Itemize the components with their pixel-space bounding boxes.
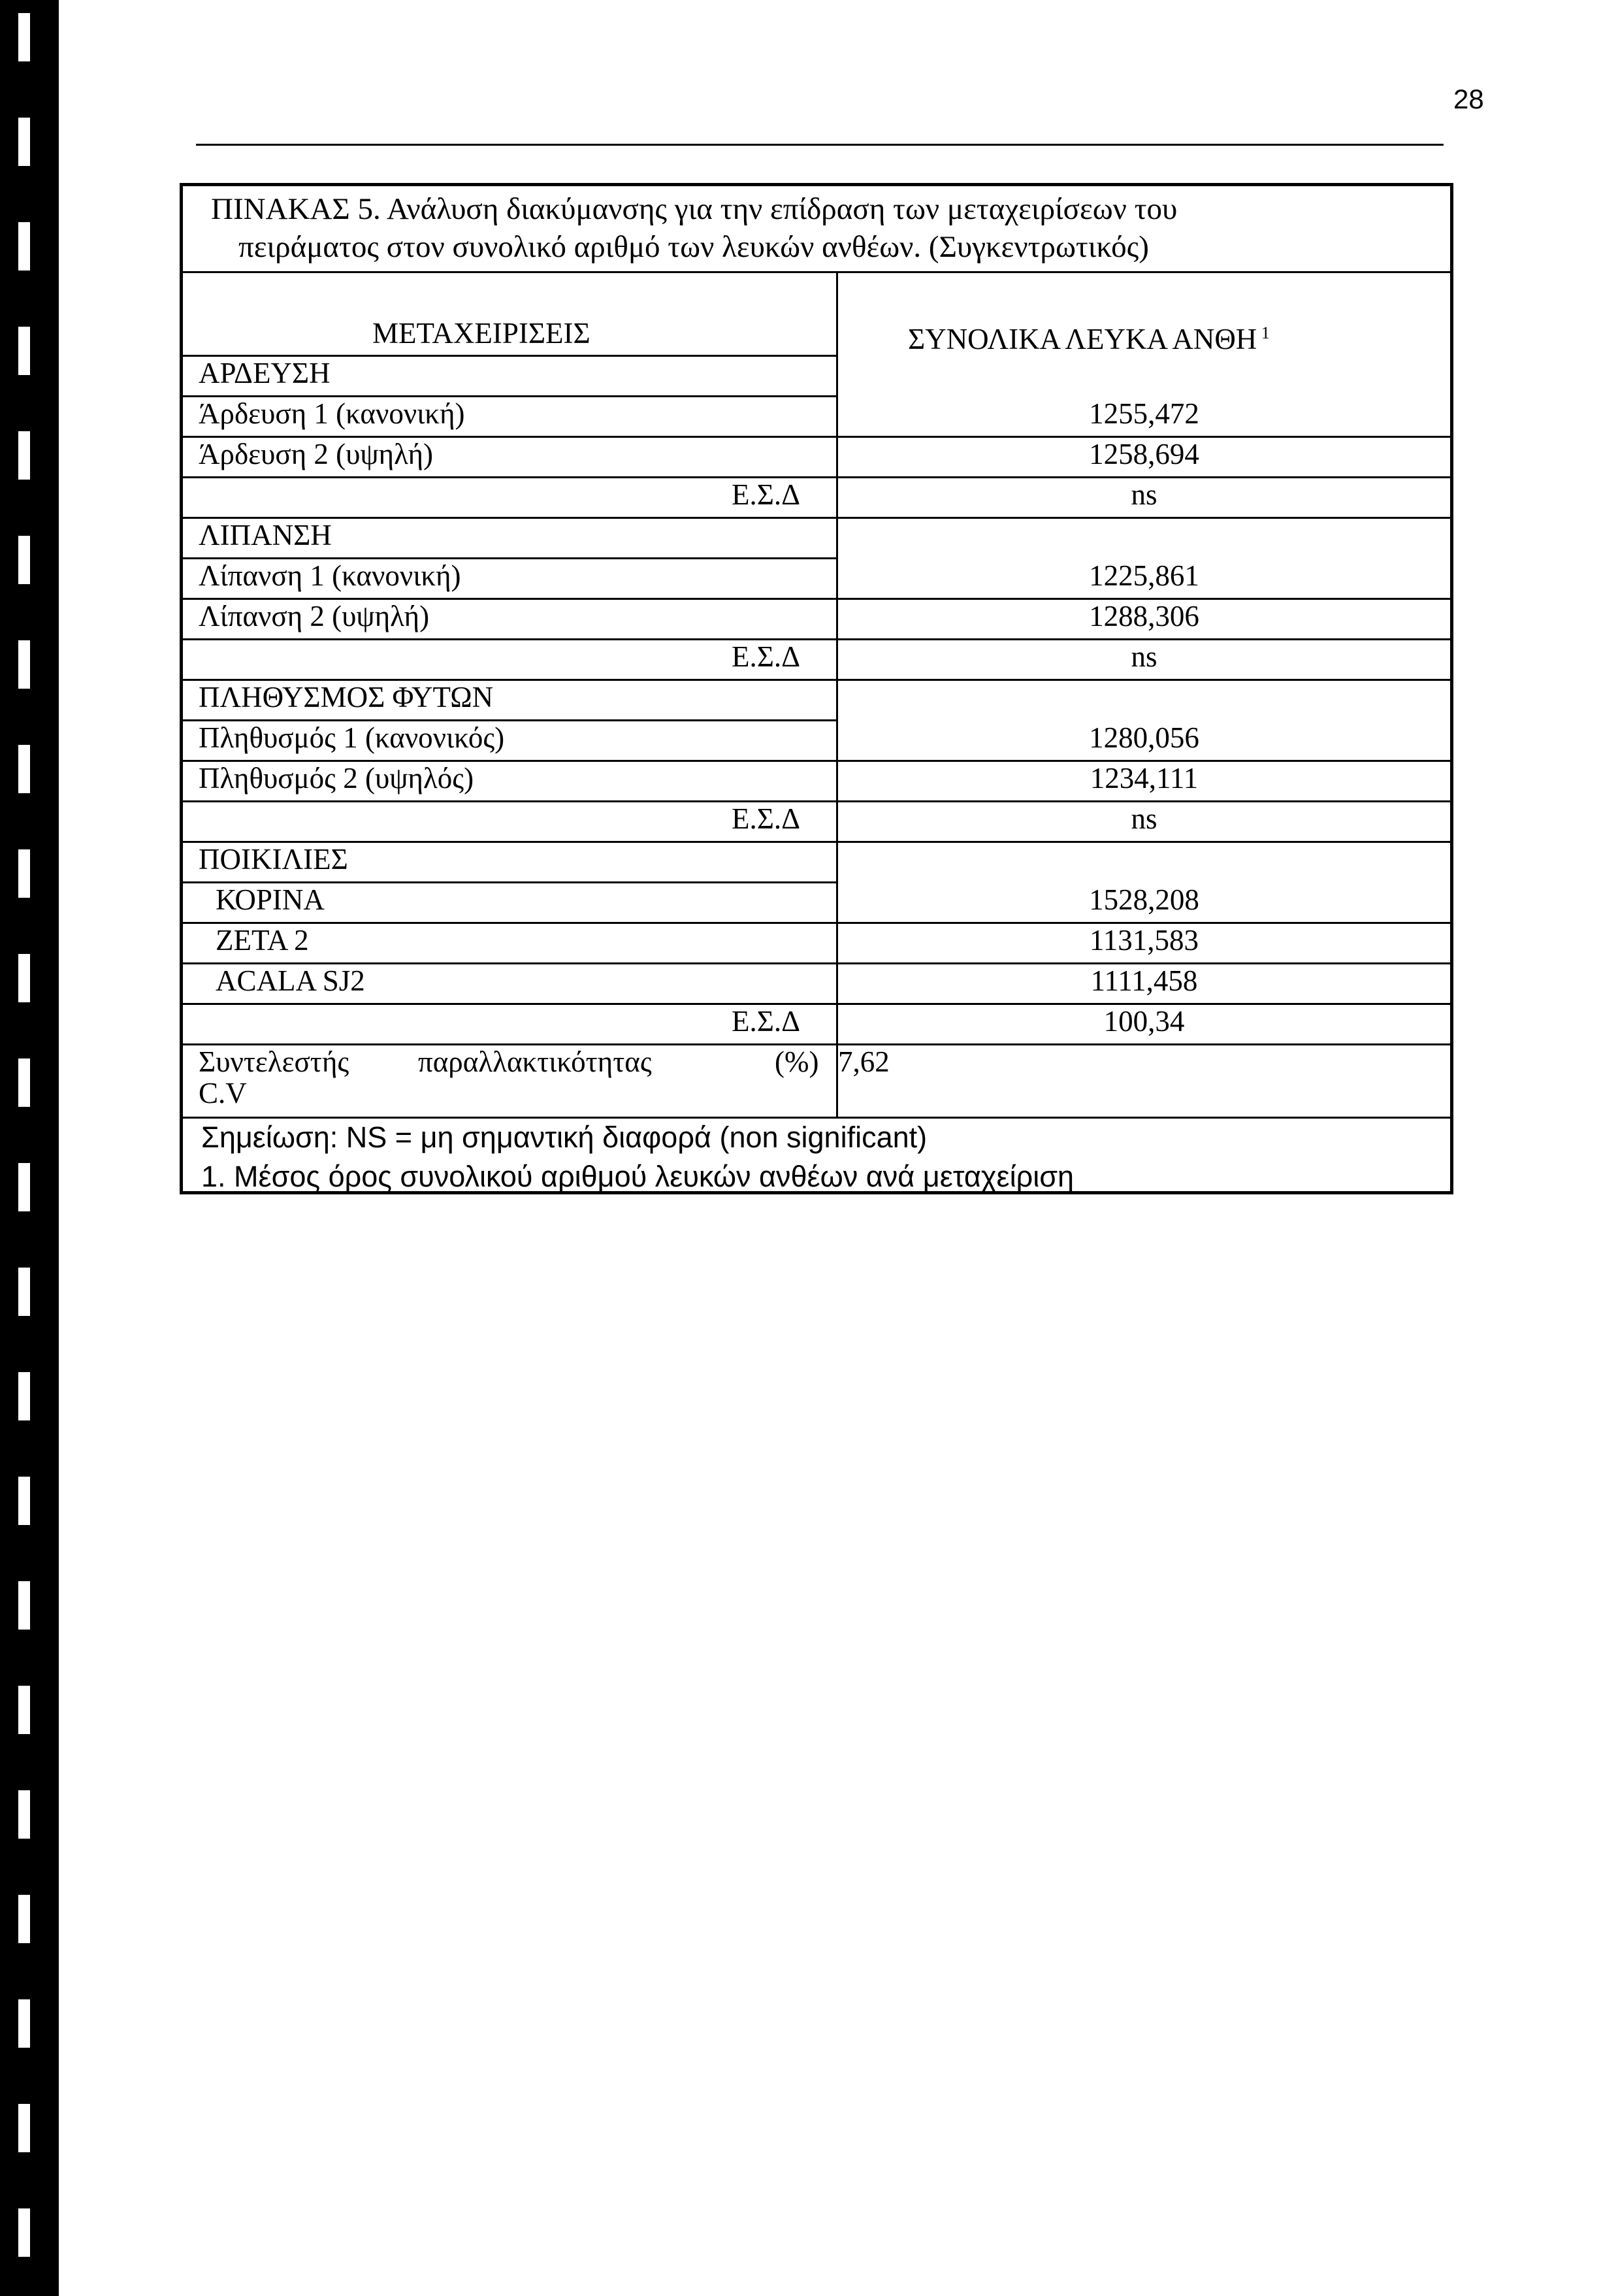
anova-table [180, 183, 1453, 1194]
row-label: Πληθυσμός 2 (υψηλός) [199, 762, 474, 795]
header-rule [196, 144, 1444, 146]
binding-hole [18, 2104, 30, 2152]
row-label: Ε.Σ.Δ [732, 640, 801, 673]
row-divider [183, 517, 1450, 519]
row-value: 1131,583 [1089, 924, 1199, 957]
binding-hole [18, 1163, 30, 1211]
cv-label-word: Συντελεστής [199, 1045, 349, 1078]
binding-hole [18, 1686, 30, 1734]
row-divider [183, 1117, 1450, 1119]
row-label: ΠΟΙΚΙΛΙΕΣ [199, 843, 348, 876]
footnote-marker: 1 [1257, 323, 1270, 342]
binding-hole [18, 2208, 30, 2257]
cv-value right-col: 7,62 [838, 1045, 890, 1078]
row-label: ACALA SJ2 [216, 964, 365, 997]
row-value: 100,34 [1103, 1005, 1185, 1038]
row-value: ns [1131, 640, 1157, 673]
binding-hole [18, 1372, 30, 1420]
binding-hole [18, 745, 30, 793]
row-value: 1111,458 [1090, 964, 1198, 997]
binding-hole [18, 1268, 30, 1316]
binding-hole [18, 536, 30, 584]
row-label: Λίπανση 1 (κανονική) [199, 559, 461, 592]
row-label: ΖΕΤΑ 2 [216, 924, 309, 957]
row-label: Ε.Σ.Δ [732, 478, 801, 511]
page-number: 28 [1453, 84, 1484, 114]
footnote-mean: 1. Μέσος όρος συνολικού αριθμού λευκών ανθέων ανά μεταχείριση [201, 1160, 1075, 1193]
cv-label-abbrev: C.V [199, 1077, 247, 1109]
binding-hole [18, 13, 30, 61]
binding-hole [18, 327, 30, 375]
binding-hole [18, 1058, 30, 1107]
row-value: 1255,472 [1089, 397, 1199, 430]
row-label: ΑΡΔΕΥΣΗ [199, 357, 331, 389]
column-divider [836, 271, 838, 1117]
row-label: Άρδευση 2 (υψηλή) [199, 438, 434, 470]
binding-hole [18, 954, 30, 1002]
caption-line-1: ΠΙΝΑΚΑΣ 5. Ανάλυση διακύμανσης για την επίδραση των μεταχειρίσεων του [211, 192, 1178, 226]
row-value: 1280,056 [1089, 721, 1199, 754]
row-label: ΛΙΠΑΝΣΗ [199, 519, 332, 551]
row-value: 1225,861 [1089, 559, 1199, 592]
binding-hole [18, 222, 30, 271]
column-header-treatments: ΜΕΤΑΧΕΙΡΙΣΕΙΣ [372, 317, 591, 350]
row-divider [183, 841, 1450, 843]
row-value: ns [1131, 478, 1157, 511]
binding-hole [18, 1581, 30, 1630]
binding-hole [18, 1999, 30, 2048]
row-label: Πληθυσμός 1 (κανονικός) [199, 721, 505, 754]
row-value: ns [1131, 802, 1157, 835]
caption-line-2: πειράματος στον συνολικό αριθμό των λευκών ανθέων. (Συγκεντρωτικός) [238, 230, 1149, 264]
binding-hole [18, 1895, 30, 1943]
row-value: 1288,306 [1089, 600, 1199, 632]
row-value: 1258,694 [1089, 438, 1199, 470]
binding-hole [18, 1790, 30, 1839]
column-header-total-white-flowers: ΣΥΝΟΛΙΚΑ ΛΕΥΚΑ ΑΝΘΗ $^1$ [908, 323, 1270, 355]
cv-label-word: παραλλακτικότητας [418, 1045, 652, 1078]
row-value: 1528,208 [1089, 883, 1199, 916]
document-page [59, 0, 1618, 2296]
binding-hole [18, 118, 30, 166]
binding-hole [18, 1477, 30, 1525]
row-label: Άρδευση 1 (κανονική) [199, 397, 465, 430]
binding-hole [18, 431, 30, 480]
binding-hole [18, 849, 30, 898]
row-divider [183, 271, 1450, 273]
cv-label-word: (%) [775, 1045, 819, 1078]
row-label: Ε.Σ.Δ [732, 1005, 801, 1038]
row-label: ΠΛΗΘΥΣΜΟΣ ΦΥΤΩΝ [199, 681, 494, 713]
row-label: ΚΟΡΙΝΑ [216, 883, 325, 916]
row-label: Λίπανση 2 (υψηλή) [199, 600, 430, 632]
binding-hole [18, 640, 30, 689]
footnote-ns: Σημείωση: NS = μη σημαντική διαφορά (non significant) [201, 1121, 928, 1154]
row-label: Ε.Σ.Δ [732, 802, 801, 835]
row-value: 1234,111 [1090, 762, 1199, 795]
